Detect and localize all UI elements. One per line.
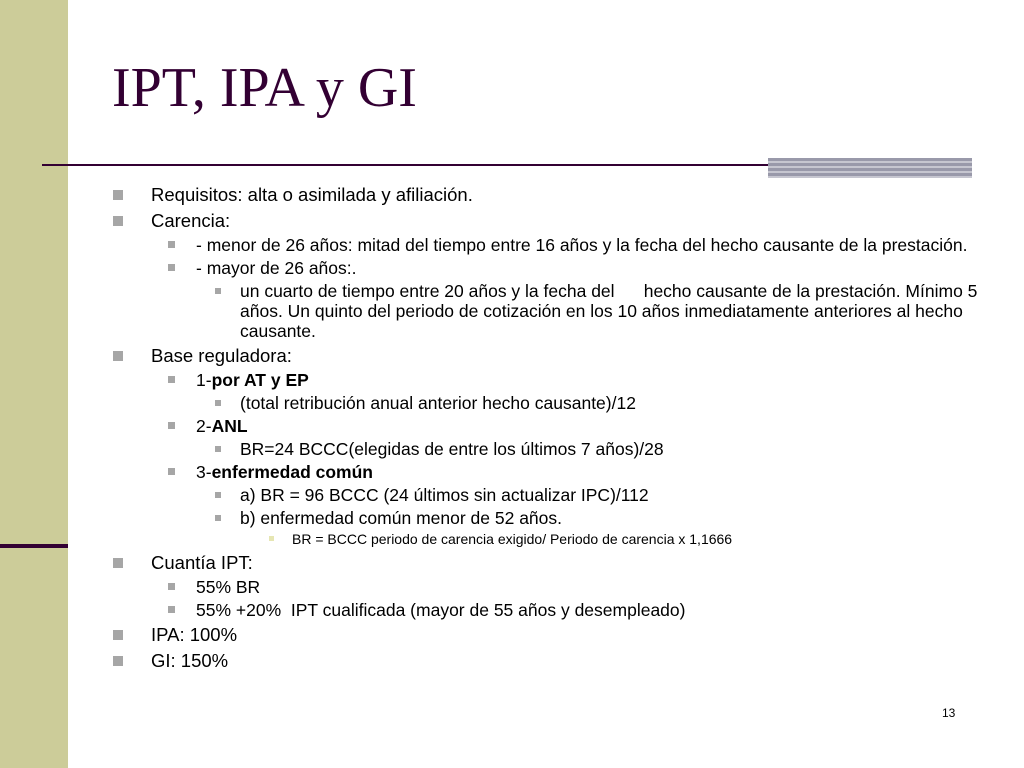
bullet-text: (total retribución anual anterior hecho causante)/12 [240, 393, 636, 413]
page-number: 13 [942, 706, 956, 720]
bullet-text: BR=24 BCCC(elegidas de entre los últimos 7 años)/28 [240, 439, 664, 459]
title-divider-block [768, 158, 972, 178]
bullet-prefix: 1- [196, 370, 212, 390]
bullet-text: un cuarto de tiempo entre 20 años y la fecha del hecho causante de la prestación. Mínimo 5 años. Un quinto del periodo de cotización en los 10 años inmediatamente anteriores al hecho causante. [240, 281, 983, 341]
bullet-cuantia-ipt [112, 552, 992, 574]
bullet-text: a) BR = 96 BCCC (24 últimos sin actualizar IPC)/112 [240, 485, 649, 505]
bullet-55-br [112, 577, 992, 597]
bullet-mayor-26 [112, 258, 992, 278]
bullet-bold-text: por AT y EP [211, 370, 309, 390]
bullet-bold-text: enfermedad común [211, 462, 373, 482]
bullet-prefix: 3- [196, 462, 212, 482]
left-decorative-band [0, 0, 68, 768]
bullet-text: GI: 150% [151, 650, 229, 671]
bullet-base-reguladora [112, 345, 992, 367]
bullet-gi [112, 650, 992, 672]
left-band-mark [0, 544, 68, 548]
bullet-ec-b [112, 508, 992, 528]
bullet-ec-a [112, 485, 992, 505]
bullet-text: - menor de 26 años: mitad del tiempo entre 16 años y la fecha del hecho causante de la prestación. [196, 235, 968, 255]
bullet-cuarto-tiempo [112, 281, 992, 341]
bullet-text: BR = BCCC periodo de carencia exigido/ Periodo de carencia x 1,1666 [292, 531, 733, 547]
bullet-carencia [112, 210, 992, 232]
bullet-ipa [112, 624, 992, 646]
bullet-text: 55% +20% IPT cualificada (mayor de 55 años y desempleado) [196, 600, 686, 620]
slide-title: IPT, IPA y GI [112, 57, 417, 119]
bullet-55-20 [112, 600, 992, 620]
slide-content [112, 180, 992, 672]
bullet-bold-text: ANL [211, 416, 248, 436]
bullet-at-ep [112, 370, 992, 390]
bullet-enfermedad-comun [112, 462, 992, 482]
bullet-text: IPA: 100% [151, 624, 238, 645]
bullet-text: Base reguladora: [151, 345, 292, 366]
bullet-text: Cuantía IPT: [151, 552, 253, 573]
bullet-text: b) enfermedad común menor de 52 años. [240, 508, 562, 528]
bullet-text: 55% BR [196, 577, 261, 597]
bullet-text: Requisitos: alta o asimilada y afiliación. [151, 184, 473, 205]
bullet-anl-formula [112, 439, 992, 459]
bullet-requisitos [112, 184, 992, 206]
bullet-menor-26 [112, 235, 992, 255]
bullet-ec-b-formula [112, 530, 992, 548]
bullet-text: - mayor de 26 años:. [196, 258, 357, 278]
bullet-at-formula [112, 393, 992, 413]
bullet-anl [112, 416, 992, 436]
bullet-prefix: 2- [196, 416, 212, 436]
bullet-text: Carencia: [151, 210, 231, 231]
